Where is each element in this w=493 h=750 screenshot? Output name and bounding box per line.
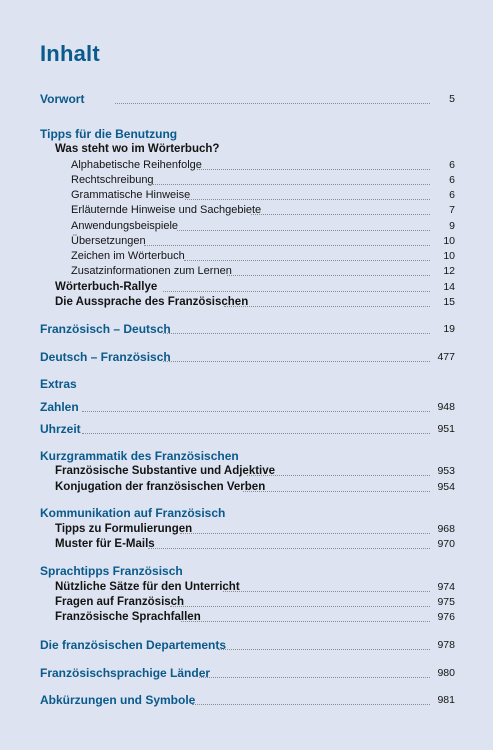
dot-leader	[185, 199, 430, 200]
dot-leader	[247, 475, 430, 476]
toc-entry-label: Französischsprachige Länder	[40, 666, 211, 680]
toc-entry-label: Rechtschreibung	[71, 174, 154, 186]
dot-leader	[82, 433, 430, 434]
toc-entry-label: Französisch – Deutsch	[40, 322, 171, 336]
toc-section-label: Tipps für die Benutzung	[40, 127, 178, 141]
toc-page-number: 6	[449, 189, 455, 201]
dot-leader	[199, 677, 430, 678]
toc-entry-woerterbuch-rallye[interactable]	[0, 279, 493, 295]
toc-page-number: 978	[437, 639, 455, 651]
dot-leader	[181, 621, 430, 622]
toc-entry-nuetzliche-saetze[interactable]	[0, 579, 493, 595]
toc-subsection-label: Was steht wo im Wörterbuch?	[55, 143, 220, 155]
toc-subsection-was-steht-wo[interactable]	[0, 141, 493, 157]
toc-page-number: 976	[437, 611, 455, 623]
toc-entry-label: Konjugation der französischen Verben	[55, 481, 266, 493]
dot-leader	[251, 214, 430, 215]
toc-page-number: 6	[449, 174, 455, 186]
toc-page-number: 974	[437, 581, 455, 593]
dot-leader	[223, 591, 430, 592]
toc-section-label: Kommunikation auf Französisch	[40, 506, 226, 520]
toc-section-kurzgrammatik[interactable]	[0, 448, 493, 464]
toc-entry-franzoesischsprachige-laender[interactable]	[0, 665, 493, 681]
toc-entry-erlaeuternde-hinweise[interactable]	[0, 202, 493, 218]
dot-leader	[163, 291, 430, 292]
toc-page-number: 951	[437, 423, 455, 435]
toc-page-number: 10	[443, 250, 455, 262]
toc-entry-alphabetische-reihenfolge[interactable]	[0, 157, 493, 173]
toc-page-number: 970	[437, 538, 455, 550]
toc-entry-zusatzinformationen[interactable]	[0, 263, 493, 279]
toc-entry-label: Wörterbuch-Rallye	[55, 281, 158, 293]
toc-entry-rechtschreibung[interactable]	[0, 172, 493, 188]
toc-entry-label: Abkürzungen und Symbole	[40, 693, 196, 707]
toc-page-number: 968	[437, 523, 455, 535]
toc-entry-grammatische-hinweise[interactable]	[0, 187, 493, 203]
toc-page-number: 9	[449, 220, 455, 232]
toc-page-number: 14	[443, 281, 455, 293]
dot-leader	[163, 361, 430, 362]
toc-page-number: 15	[443, 296, 455, 308]
toc-entry-label: Uhrzeit	[40, 422, 81, 436]
dot-leader	[243, 491, 430, 492]
toc-section-extras[interactable]	[0, 376, 493, 392]
toc-entry-label: Französische Sprachfallen	[55, 611, 201, 623]
toc-section-kommunikation[interactable]	[0, 505, 493, 521]
toc-page-number: 975	[437, 596, 455, 608]
dot-leader	[180, 533, 430, 534]
toc-page-number: 7	[449, 204, 455, 216]
toc-entry-label: Die Aussprache des Französischen	[55, 296, 249, 308]
dot-leader	[192, 704, 430, 705]
toc-entry-franzoesisch-deutsch[interactable]	[0, 321, 493, 337]
toc-entry-konjugation[interactable]	[0, 479, 493, 495]
dot-leader	[224, 306, 430, 307]
toc-entry-aussprache[interactable]	[0, 294, 493, 310]
toc-page-number: 980	[437, 667, 455, 679]
toc-page-number: 954	[437, 481, 455, 493]
toc-entry-tipps-formulierungen[interactable]	[0, 521, 493, 537]
toc-entry-label: Fragen auf Französisch	[55, 596, 185, 608]
toc-section-label: Sprachtipps Französisch	[40, 564, 183, 578]
dot-leader	[227, 275, 430, 276]
toc-entry-label: Alphabetische Reihenfolge	[71, 159, 202, 171]
toc-entry-substantive-adjektive[interactable]	[0, 463, 493, 479]
toc-page-number: 981	[437, 694, 455, 706]
toc-entry-muster-emails[interactable]	[0, 536, 493, 552]
dot-leader	[150, 184, 430, 185]
toc-entry-label: Nützliche Sätze für den Unterricht	[55, 581, 240, 593]
dot-leader	[184, 260, 430, 261]
toc-entry-deutsch-franzoesisch[interactable]	[0, 349, 493, 365]
toc-entry-label: Vorwort	[40, 92, 85, 106]
dot-leader	[163, 333, 430, 334]
toc-entry-label: Deutsch – Französisch	[40, 350, 171, 364]
dot-leader	[82, 411, 430, 412]
toc-page-number: 12	[443, 265, 455, 277]
toc-section-sprachtipps[interactable]	[0, 563, 493, 579]
toc-entry-vorwort[interactable]	[0, 91, 493, 107]
toc-entry-anwendungsbeispiele[interactable]	[0, 218, 493, 234]
toc-page-number: 10	[443, 235, 455, 247]
toc-entry-label: Anwendungsbeispiele	[71, 220, 179, 232]
toc-page-number: 5	[449, 93, 455, 105]
dot-leader	[148, 548, 430, 549]
toc-entry-sprachfallen[interactable]	[0, 609, 493, 625]
toc-entry-label: Übersetzungen	[71, 235, 146, 247]
toc-entry-label: Tipps zu Formulierungen	[55, 523, 193, 535]
toc-section-label: Kurzgrammatik des Französischen	[40, 449, 239, 463]
toc-entry-label: Erläuternde Hinweise und Sachgebiete	[71, 204, 262, 216]
dot-leader	[144, 245, 430, 246]
toc-entry-uhrzeit[interactable]	[0, 421, 493, 437]
toc-entry-zeichen-im-woerterbuch[interactable]	[0, 248, 493, 264]
dot-leader	[170, 606, 430, 607]
toc-entry-label: Zusatzinformationen zum Lernen	[71, 265, 232, 277]
toc-section-label: Extras	[40, 377, 77, 391]
toc-page-number: 19	[443, 323, 455, 335]
toc-page-number: 477	[437, 351, 455, 363]
dot-leader	[115, 103, 430, 104]
toc-page-number: 948	[437, 401, 455, 413]
page-title: Inhalt	[40, 41, 100, 66]
toc-entry-zahlen[interactable]	[0, 399, 493, 415]
toc-entry-fragen[interactable]	[0, 594, 493, 610]
toc-page-number: 953	[437, 465, 455, 477]
dot-leader	[197, 169, 430, 170]
toc-page-number: 6	[449, 159, 455, 171]
dot-leader	[218, 649, 430, 650]
toc-entry-label: Zeichen im Wörterbuch	[71, 250, 185, 262]
toc-section-tipps[interactable]	[0, 126, 493, 142]
toc-entry-label: Die französischen Departements	[40, 638, 227, 652]
toc-entry-label: Französische Substantive und Adjektive	[55, 465, 276, 477]
toc-entry-label: Muster für E-Mails	[55, 538, 155, 550]
toc-entry-label: Grammatische Hinweise	[71, 189, 191, 201]
toc-entry-abkuerzungen-symbole[interactable]	[0, 692, 493, 708]
toc-entry-uebersetzungen[interactable]	[0, 233, 493, 249]
toc-entry-departements[interactable]	[0, 637, 493, 653]
toc-entry-label: Zahlen	[40, 400, 79, 414]
dot-leader	[177, 230, 430, 231]
